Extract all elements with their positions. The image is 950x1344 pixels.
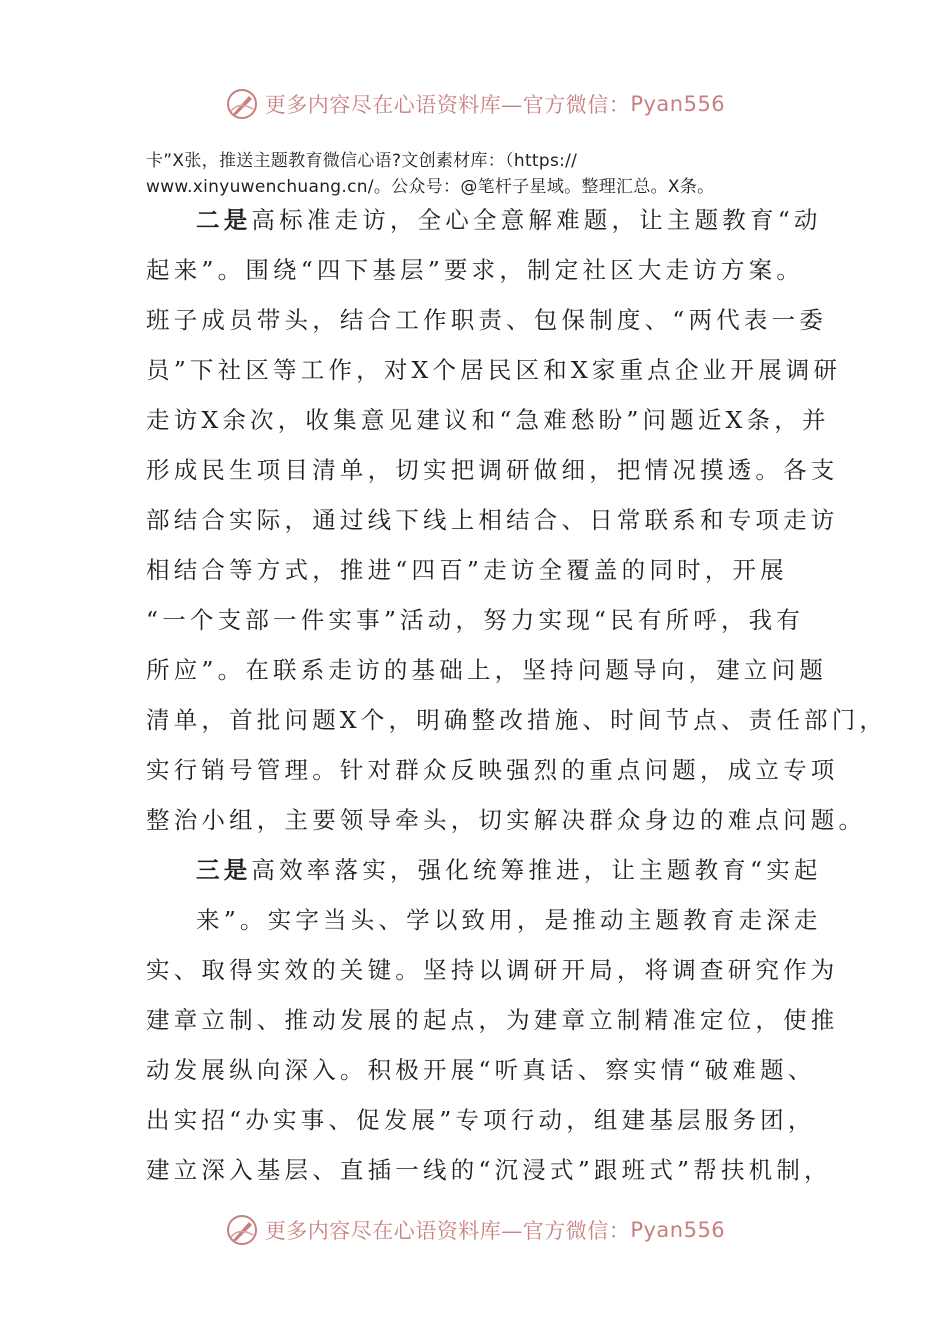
pen-logo-icon (225, 87, 259, 121)
intro-line: 卡”X张，推送主题教育微信心语?文创素材库：（https:// (146, 151, 578, 171)
paragraph-line: 整治小组，主要领导牵头，切实解决群众身边的难点问题。 (146, 806, 867, 834)
paragraph-line: 所应”。在联系走访的基础上，坚持问题导向，建立问题 (146, 656, 828, 684)
paragraph-line: 实行销号管理。针对群众反映强烈的重点问题，成立专项 (146, 756, 839, 784)
paragraph-line: 员”下社区等工作，对X个居民区和X家重点企业开展调研 (146, 356, 842, 384)
paragraph-line: “一个支部一件实事”活动，努力实现“民有所呼，我有 (146, 606, 805, 634)
paragraph-line: 清单，首批问题X个，明确整改措施、时间节点、责任部门， (146, 706, 888, 734)
paragraph-lead: 二是 (196, 206, 252, 234)
banner-handle: Pyan556 (630, 1218, 726, 1242)
footer-watermark-banner (0, 1210, 950, 1250)
paragraph-line: 出实招“办实事、促发展”专项行动，组建基层服务团， (146, 1106, 816, 1134)
paragraph-line: 部结合实际，通过线下线上相结合、日常联系和专项走访 (146, 506, 839, 534)
paragraph-line: 建立深入基层、直插一线的“沉浸式”跟班式”帮扶机制， (146, 1156, 832, 1184)
paragraph-line: 相结合等方式，推进“四百”走访全覆盖的同时，开展 (146, 556, 788, 584)
paragraph-line: 班子成员带头，结合工作职责、包保制度、“两代表一委 (146, 306, 828, 334)
banner-handle: Pyan556 (630, 92, 726, 116)
paragraph-line: 实、取得实效的关键。坚持以调研开局，将调查研究作为 (146, 956, 839, 984)
intro-line: www.xinyuwenchuang.cn/。公众号：@笔杆子星域。整理汇总。X条。 (146, 177, 715, 197)
paragraph-line: 高效率落实，强化统筹推进，让主题教育“实起 (251, 856, 822, 884)
header-watermark-banner (0, 84, 950, 124)
banner-text: 更多内容尽在心语资料库—官方微信： (264, 1219, 631, 1243)
paragraph-lead: 三是 (196, 856, 252, 884)
paragraph-line: 高标准走访，全心全意解难题，让主题教育“动 (251, 206, 822, 234)
paragraph-2-first-line (196, 205, 822, 235)
paragraph-line: 建章立制、推动发展的起点，为建章立制精准定位，使推 (146, 1006, 839, 1034)
paragraph-line: 走访X余次，收集意见建议和“急难愁盼”问题近X条，并 (146, 406, 830, 434)
paragraph-line: 来”。实字当头、学以致用，是推动主题教育走深走 (196, 906, 822, 934)
paragraph-line: 起来”。围绕“四下基层”要求，制定社区大走访方案。 (146, 256, 805, 284)
paragraph-3-first-line (196, 855, 822, 885)
paragraph-line: 动发展纵向深入。积极开展“听真话、察实情“破难题、 (146, 1056, 816, 1084)
pen-logo-icon (225, 1213, 259, 1247)
paragraph-line: 形成民生项目清单，切实把调研做细，把情况摸透。各支 (146, 456, 839, 484)
banner-text: 更多内容尽在心语资料库—官方微信： (264, 93, 631, 117)
